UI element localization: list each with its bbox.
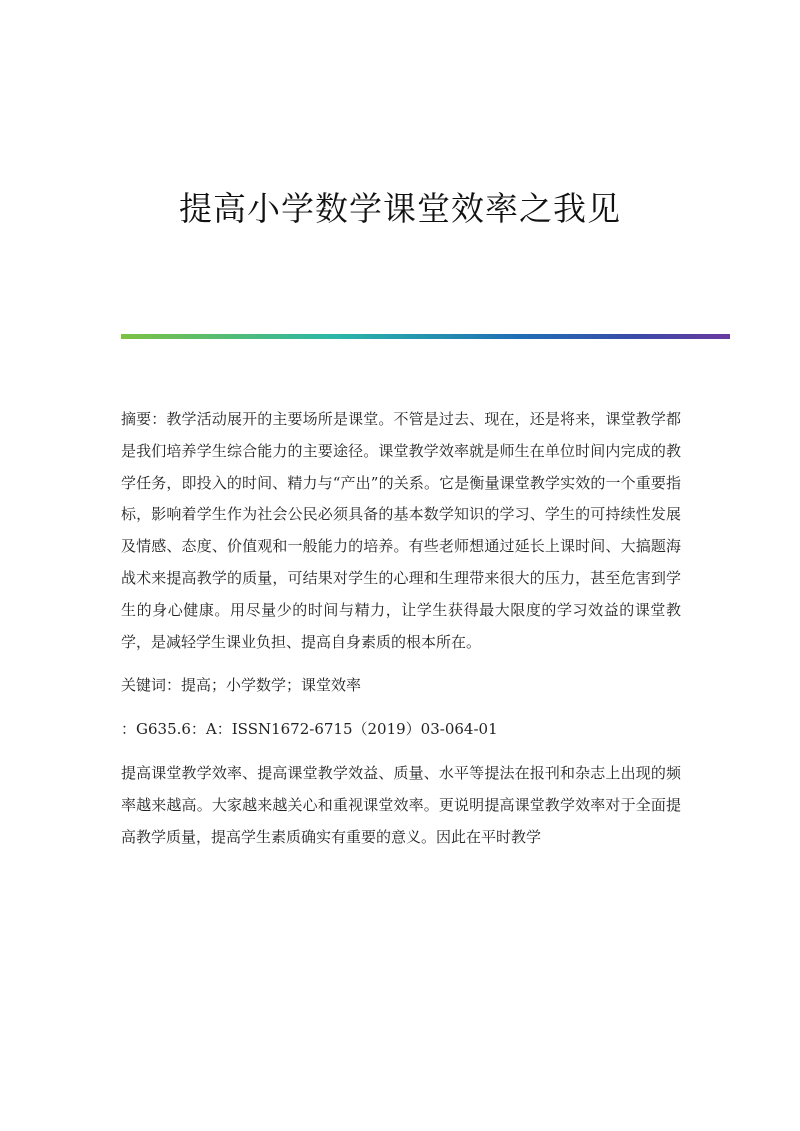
abstract-paragraph: 摘要：教学活动展开的主要场所是课堂。不管是过去、现在，还是将来，课堂教学都是我们培养学生综合能力的主要途径。课堂教学效率就是师生在单位时间内完成的教学任务，即投入的时间、精力与“产出”的关系。它是衡量课堂教学实效的一个重要指标，影响着学生作为社会公民必须具备的基本数学知识的学习、学生的可持续性发展及情感、态度、价值观和一般能力的培养。有些老师想通过延长上课时间、大搞题海战术来提高教学的质量，可结果对学生的心理和生理带来很大的压力，甚至危害到学生的身心健康。用尽量少的时间与精力，让学生获得最大限度的学习效益的课堂教学，是减轻学生课业负担、提高自身素质的根本所在。	[121, 410, 681, 651]
keywords-line: 关键词：提高；小学数学；课堂效率	[121, 676, 362, 695]
title-divider	[121, 334, 730, 339]
document-body	[121, 404, 681, 853]
body-paragraph: 提高课堂教学效率、提高课堂教学效益、质量、水平等提法在报刊和杂志上出现的频率越来越高。大家越来越关心和重视课堂效率。更说明提高课堂教学效率对于全面提高教学质量，提高学生素质确实有重要的意义。因此在平时教学	[121, 763, 681, 846]
classification-line: ：G635.6：A：ISSN1672-6715（2019）03-064-01	[121, 720, 498, 739]
page-title: 提高小学数学课堂效率之我见	[179, 189, 621, 228]
